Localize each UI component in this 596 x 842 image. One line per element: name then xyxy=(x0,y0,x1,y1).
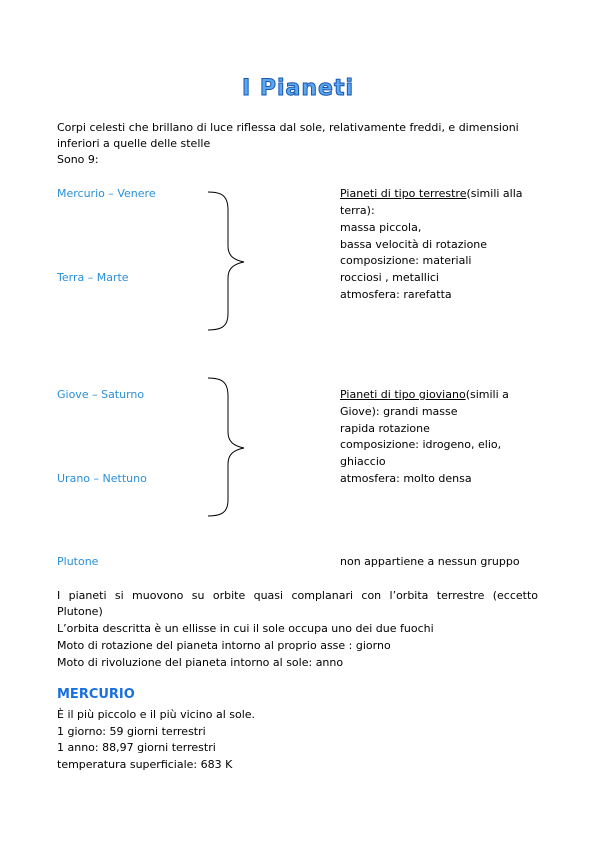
terrestrial-desc-line: atmosfera: rarefatta xyxy=(340,288,452,301)
orbits-line-5: Moto di rivoluzione del pianeta intorno al sole: anno xyxy=(57,656,344,669)
mercury-line: 1 giorno: 59 giorni terrestri xyxy=(57,725,206,738)
intro-line-2: inferiori a quelle delle stelle xyxy=(57,137,211,150)
giant-brace xyxy=(206,376,246,518)
giant-desc-line: ghiaccio xyxy=(340,455,386,468)
orbits-line-2: Plutone) xyxy=(57,605,103,618)
terrestrial-brace xyxy=(206,190,246,332)
terrestrial-desc-line: rocciosi , metallici xyxy=(340,271,439,284)
orbits-line-4: Moto di rotazione del pianeta intorno al proprio asse : giorno xyxy=(57,639,391,652)
intro-line-3: Sono 9: xyxy=(57,153,99,166)
giant-desc-line: atmosfera: molto densa xyxy=(340,472,472,485)
giant-desc-line: composizione: idrogeno, elio, xyxy=(340,438,502,451)
giant-desc-line: Giove): grandi masse xyxy=(340,405,458,418)
giant-desc-rest: (simili a xyxy=(465,388,509,401)
terrestrial-planets-1: Mercurio – Venere xyxy=(57,187,156,200)
giant-desc-line: rapida rotazione xyxy=(340,422,430,435)
pluto-note: non appartiene a nessun gruppo xyxy=(340,555,520,568)
terrestrial-desc-line: bassa velocità di rotazione xyxy=(340,238,488,251)
mercury-line: 1 anno: 88,97 giorni terrestri xyxy=(57,741,216,754)
terrestrial-desc-underline: Pianeti di tipo terrestre xyxy=(340,187,467,200)
mercury-line: temperatura superficiale: 683 K xyxy=(57,758,233,771)
giant-desc-underline: Pianeti di tipo gioviano xyxy=(340,388,466,401)
terrestrial-planets-2: Terra – Marte xyxy=(57,271,129,284)
giant-planets-1: Giove – Saturno xyxy=(57,388,145,401)
mercury-heading: MERCURIO xyxy=(57,687,135,702)
giant-planets-2: Urano – Nettuno xyxy=(57,472,147,485)
giant-desc-header xyxy=(340,387,509,404)
intro-line-1: Corpi celesti che brillano di luce riflessa dal sole, relativamente freddi, e dimensioni xyxy=(57,121,519,134)
terrestrial-desc-line: terra): xyxy=(340,204,375,217)
page-title: I Pianeti xyxy=(242,76,354,101)
terrestrial-desc-header xyxy=(340,186,523,203)
terrestrial-desc-line: composizione: materiali xyxy=(340,254,472,267)
pluto-name: Plutone xyxy=(57,555,99,568)
mercury-line: È il più piccolo e il più vicino al sole. xyxy=(57,708,256,721)
terrestrial-desc-line: massa piccola, xyxy=(340,221,422,234)
orbits-line-1: I pianeti si muovono su orbite quasi complanari con l’orbita terrestre (eccetto xyxy=(57,589,538,602)
orbits-line-3: L’orbita descritta è un ellisse in cui il sole occupa uno dei due fuochi xyxy=(57,622,434,635)
terrestrial-desc-rest: (simili alla xyxy=(466,187,523,200)
